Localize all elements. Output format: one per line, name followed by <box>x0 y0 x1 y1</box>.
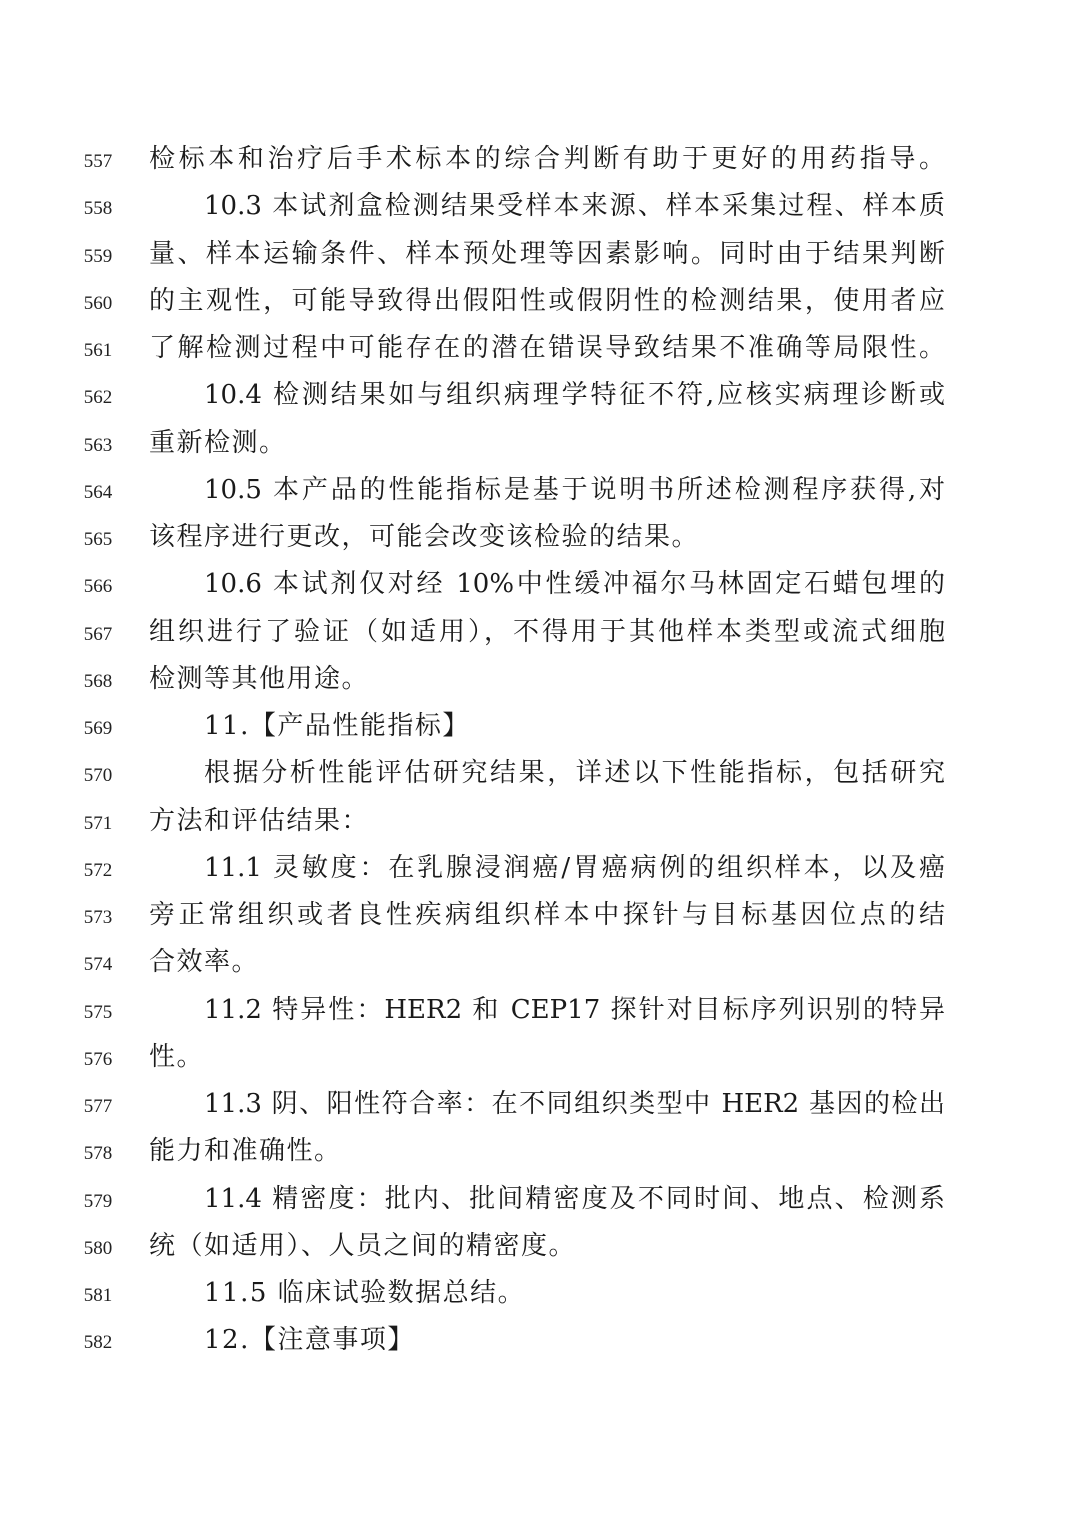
document-line <box>0 1270 1080 1317</box>
line-number: 571 <box>83 812 113 834</box>
document-line <box>0 1317 1080 1364</box>
document-line <box>0 939 1080 986</box>
line-text: 10.6 本试剂仅对经 10%中性缓冲福尔马林固定石蜡包埋的 <box>204 569 945 600</box>
line-text: 量、样本运输条件、样本预处理等因素影响。同时由于结果判断 <box>149 238 945 269</box>
line-text: 性。 <box>149 1041 205 1072</box>
line-text: 12.【注意事项】 <box>204 1325 415 1356</box>
line-text: 11.3 阴、阳性符合率：在不同组织类型中 HER2 基因的检出 <box>204 1089 945 1119</box>
line-text: 11.2 特异性：HER2 和 CEP17 探针对目标序列识别的特异 <box>204 994 945 1025</box>
document-line <box>0 892 1080 939</box>
line-text: 了解检测过程中可能存在的潜在错误导致结果不准确等局限性。 <box>149 333 945 363</box>
line-text: 检标本和治疗后手术标本的综合判断有助于更好的用药指导。 <box>149 144 945 174</box>
line-number: 572 <box>83 859 113 881</box>
document-line <box>0 750 1080 797</box>
line-number: 573 <box>83 907 113 928</box>
document-line <box>0 798 1080 845</box>
line-text: 10.4 检测结果如与组织病理学特征不符,应核实病理诊断或 <box>204 380 945 411</box>
line-text: 11.【产品性能指标】 <box>204 711 470 741</box>
line-number: 569 <box>83 718 113 739</box>
line-number: 580 <box>83 1237 113 1259</box>
line-number: 575 <box>83 1001 113 1023</box>
document-line <box>0 183 1080 230</box>
line-number: 568 <box>83 670 113 692</box>
document-line <box>0 1128 1080 1175</box>
line-text: 检测等其他用途。 <box>149 663 370 694</box>
document-line <box>0 420 1080 467</box>
document-line <box>0 1034 1080 1081</box>
line-number: 557 <box>83 151 113 172</box>
line-text: 方法和评估结果： <box>149 805 370 836</box>
line-text: 组织进行了验证（如适用），不得用于其他样本类型或流式细胞 <box>149 616 945 647</box>
line-number: 574 <box>83 954 113 976</box>
document-line <box>0 1223 1080 1270</box>
document-line <box>0 703 1080 750</box>
document-line <box>0 136 1080 183</box>
line-number: 576 <box>83 1048 113 1070</box>
document-line <box>0 514 1080 561</box>
line-number: 582 <box>83 1332 113 1354</box>
line-text: 统（如适用）、人员之间的精密度。 <box>149 1230 577 1261</box>
line-number: 559 <box>83 245 113 267</box>
line-number: 562 <box>83 387 113 409</box>
line-text: 11.1 灵敏度：在乳腺浸润癌/胃癌病例的组织样本，以及癌 <box>204 852 945 883</box>
line-number: 563 <box>83 434 113 456</box>
line-text: 能力和准确性。 <box>149 1136 342 1167</box>
document-line <box>0 656 1080 703</box>
line-text: 合效率。 <box>149 947 260 978</box>
line-number: 560 <box>83 292 113 314</box>
document-line <box>0 467 1080 514</box>
line-number: 577 <box>83 1096 113 1117</box>
line-number: 570 <box>83 765 113 787</box>
line-number: 561 <box>83 340 113 361</box>
line-number: 579 <box>83 1190 113 1212</box>
line-text: 11.5 临床试验数据总结。 <box>204 1278 526 1308</box>
line-number: 565 <box>83 529 113 550</box>
line-number: 566 <box>83 576 113 598</box>
line-number: 581 <box>83 1285 113 1306</box>
document-line <box>0 325 1080 372</box>
document-line <box>0 1176 1080 1223</box>
line-text: 10.3 本试剂盒检测结果受样本来源、样本采集过程、样本质 <box>204 191 945 222</box>
document-line <box>0 561 1080 608</box>
document-line <box>0 231 1080 278</box>
document-line <box>0 845 1080 892</box>
document-line <box>0 1081 1080 1128</box>
document-line <box>0 278 1080 325</box>
line-number: 578 <box>83 1143 113 1165</box>
line-number: 564 <box>83 481 113 503</box>
document-line <box>0 987 1080 1034</box>
document-line <box>0 609 1080 656</box>
line-text: 10.5 本产品的性能指标是基于说明书所述检测程序获得,对 <box>204 474 945 505</box>
line-text: 11.4 精密度：批内、批间精密度及不同时间、地点、检测系 <box>204 1183 945 1214</box>
line-number: 558 <box>83 198 113 220</box>
line-text: 重新检测。 <box>149 427 287 458</box>
document-line <box>0 372 1080 419</box>
line-text: 根据分析性能评估研究结果，详述以下性能指标，包括研究 <box>204 758 945 789</box>
line-text: 旁正常组织或者良性疾病组织样本中探针与目标基因位点的结 <box>149 900 945 930</box>
line-number: 567 <box>83 623 113 645</box>
line-text: 的主观性，可能导致得出假阳性或假阴性的检测结果，使用者应 <box>149 285 945 316</box>
line-text: 该程序进行更改，可能会改变该检验的结果。 <box>149 522 700 552</box>
